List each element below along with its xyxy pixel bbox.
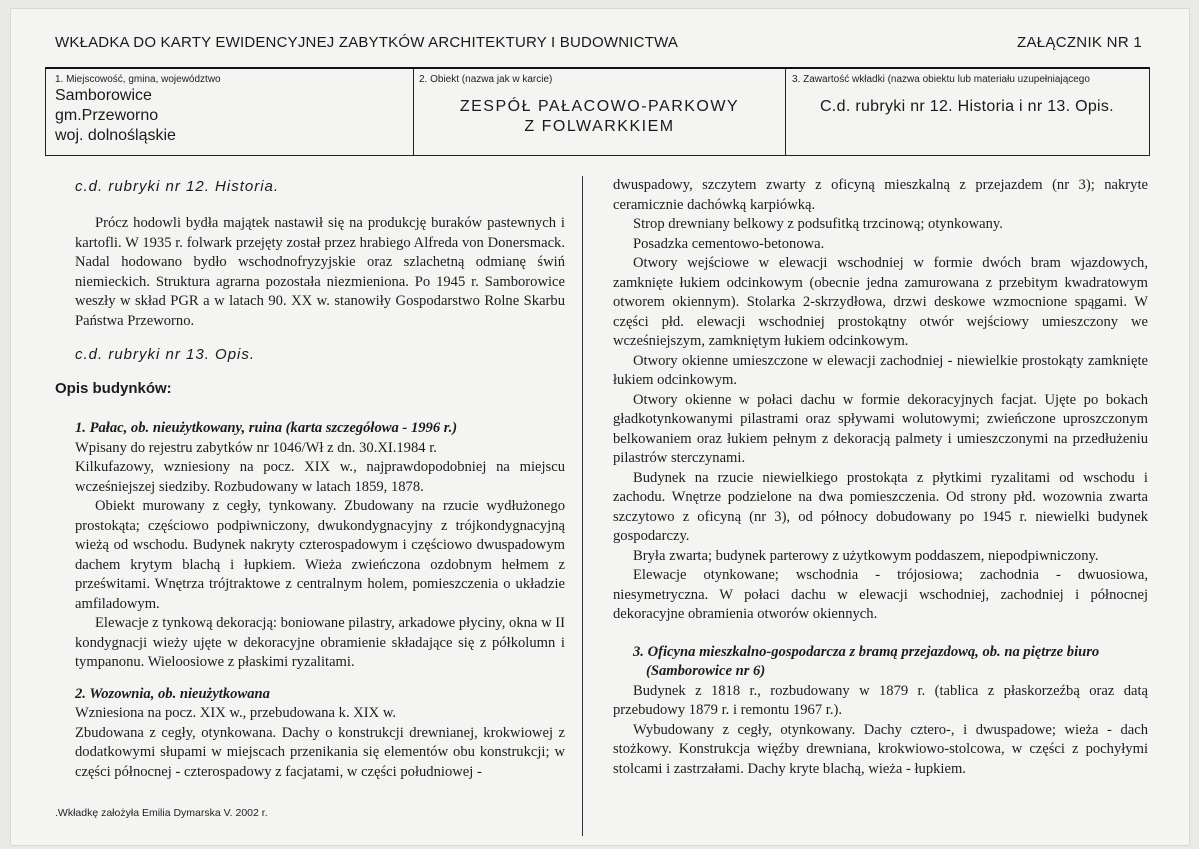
- location-line: woj. dolnośląskie: [55, 127, 176, 144]
- building-2-paragraph: Wzniesiona na pocz. XIX w., przebudowana k. XIX w.: [75, 705, 397, 721]
- form-header-table: [45, 67, 1150, 156]
- history-heading: c.d. rubryki nr 12. Historia.: [75, 178, 280, 195]
- object-name: [414, 97, 785, 137]
- paragraph: Otwory okienne umieszczone w elewacji zachodniej - niewielkie prostokąty zamknięte łukiem odcinkowym.: [613, 352, 1148, 388]
- history-paragraph: Prócz hodowli bydła majątek nastawił się na produkcję buraków pastewnych i kartofli. W 1935 r. folwark przejęty został przez hrabiego Alfreda von Donersmack. Nadal hodowano bydło wschodnofryzyjskie oraz szlachetną odmianę świń niemieckich. Struktura agrarna pozostała niezmieniona. Po 1945 r. Samborowice weszły w skład PGR a w latach 90. XX w. stanowiły Gospodarstwo Rolne Skarbu Państwa Przeworno.: [75, 215, 565, 329]
- building-2-paragraph: Zbudowana z cegły, otynkowana. Dachy o konstrukcji drewnianej, krokwiowej z dodatkowymi słupami w miejscach przenikania się elementów obu konstrukcji; w części północnej - czterospadowy z facjatami, w części południowej -: [75, 724, 565, 780]
- description-heading: c.d. rubryki nr 13. Opis.: [75, 346, 256, 363]
- building-3-paragraph: Wybudowany z cegły, otynkowany. Dachy cztero-, i dwuspadowe; wieża - dach stożkowy. Konstrukcja więźby drewniana, krokwiowo-stolcowa, w części z pochyłymi stolcami i zastrzałami. Dachy kryte blachą, wieża - łupkiem.: [613, 721, 1148, 777]
- object-cell: [414, 69, 786, 155]
- paragraph: Elewacje otynkowane; wschodnia - trójosiowa; zachodnia - dwuosiowa, niesymetryczna. W połaci dachu w elewacji wschodniej, zachodniej i północnej dekoracyjne obramienia otworów okiennych.: [613, 567, 1148, 622]
- paragraph: Bryła zwarta; budynek parterowy z użytkowym poddaszem, niepodpiwniczony.: [633, 547, 1099, 564]
- building-3-paragraph: Budynek z 1818 r., rozbudowany w 1879 r. (tablica z płaskorzeźbą oraz datą przebudowy 1879 r. i remontu 1967 r.).: [613, 682, 1148, 718]
- object-name-line: Z FOLWARKKIEM: [524, 118, 675, 135]
- paragraph: Budynek na rzucie niewielkiego prostokąta z płytkimi ryzalitami od wschodu i zachodu. Wnętrze podzielone na dwa pomieszczenia. Od strony płd. wozownia zwarta szczytowo z oficyną (nr 3), od północy dobudowany po 1945 r. niewielki budynek gospodarczy.: [613, 469, 1148, 544]
- paragraph: Otwory wejściowe w elewacji wschodniej w formie dwóch bram wjazdowych, zamknięte łukiem odcinkowym (obecnie jedna zamurowana z przebitym kwadratowym otworem okiennym). Stolarka 2-skrzydłowa, drzwi deskowe wzmocnione spągami. W części płd. elewacji wschodniej prostokątny otwór wejściowy umieszczony we wcześniejszym, zamkniętym łukiem odcinkowym.: [613, 255, 1148, 349]
- right-column: [613, 176, 1148, 779]
- building-1-title: 1. Pałac, ob. nieużytkowany, ruina (karta szczegółowa - 1996 r.): [75, 420, 458, 436]
- location-label: 1. Miejscowość, gmina, województwo: [55, 74, 221, 85]
- content-label: 3. Zawartość wkładki (nazwa obiektu lub materiału uzupełniającego: [792, 74, 1090, 85]
- left-column: [55, 176, 565, 782]
- attachment-number: ZAŁĄCZNIK NR 1: [1017, 34, 1143, 51]
- document-title: WKŁADKA DO KARTY EWIDENCYJNEJ ZABYTKÓW ARCHITEKTURY I BUDOWNICTWA: [55, 34, 679, 51]
- paragraph: Posadzka cementowo-betonowa.: [633, 235, 825, 252]
- building-2-title: 2. Wozownia, ob. nieużytkowana: [75, 685, 270, 702]
- paragraph: Otwory okienne w połaci dachu w formie dekoracyjnych facjat. Ujęte po bokach gładkotynkowanymi pilastrami oraz spływami wolutowymi; zwieńczone uproszczonym belkowaniem oraz łukiem pełnym z dekoracją palmety i umieszczonymi na przedłużeniu pilastrów sterczynami.: [613, 391, 1148, 466]
- buildings-heading: Opis budynków:: [55, 380, 172, 397]
- location-line: gm.Przeworno: [55, 107, 159, 124]
- building-3-subtitle: (Samborowice nr 6): [646, 663, 766, 679]
- building-1-paragraph: Wpisany do rejestru zabytków nr 1046/Wł z dn. 30.XI.1984 r.: [75, 439, 437, 456]
- content-cell: [786, 69, 1148, 155]
- location-cell: [46, 69, 414, 155]
- paragraph: Strop drewniany belkowy z podsufitką trzcinową; otynkowany.: [633, 216, 1003, 232]
- paragraph: dwuspadowy, szczytem zwarty z oficyną mieszkalną z przejazdem (nr 3); nakryte ceramicznie dachówką karpiówką.: [613, 177, 1148, 213]
- object-label: 2. Obiekt (nazwa jak w karcie): [419, 74, 553, 85]
- location-value: [46, 86, 413, 146]
- author-note: .Wkładkę założyła Emilia Dymarska V. 2002 r.: [55, 807, 268, 819]
- column-divider: [582, 176, 583, 836]
- location-line: Samborowice: [55, 87, 152, 104]
- content-value: C.d. rubryki nr 12. Historia i nr 13. Opis.: [820, 98, 1114, 115]
- building-1-paragraph: Kilkufazowy, wzniesiony na pocz. XIX w., najprawdopodobniej na miejscu wcześniejszej siedziby. Rozbudowany w latach 1859, 1878.: [75, 459, 565, 495]
- building-1-paragraph: Elewacje z tynkową dekoracją: boniowane pilastry, arkadowe płyciny, okna w II kondygnacji wieży ujęte w dekoracyjne obramienie składające się z półkolumn i tympanonu. Wieloosiowe z płaskimi ryzalitami.: [75, 615, 565, 670]
- building-3-title: 3. Oficyna mieszkalno-gospodarcza z bramą przejazdową, ob. na piętrze biuro: [633, 643, 1100, 660]
- building-1-paragraph: Obiekt murowany z cegły, tynkowany. Zbudowany na rzucie wydłużonego prostokąta; częściowo podpiwniczony, dwukondygnacyjny z trójkondygnacyjną wieżą od wschodu. Budynek nakryty czterospadowym i częściowo dwuspadowym dachem krytym blachą i łupkiem. Wieża zwieńczona ozdobnym hełmem z prześwitami. Wnętrza trójtraktowe z centralnym holem, pomieszczenia o układzie amfiladowym.: [75, 498, 565, 612]
- object-name-line: ZESPÓŁ PAŁACOWO-PARKOWY: [459, 98, 740, 115]
